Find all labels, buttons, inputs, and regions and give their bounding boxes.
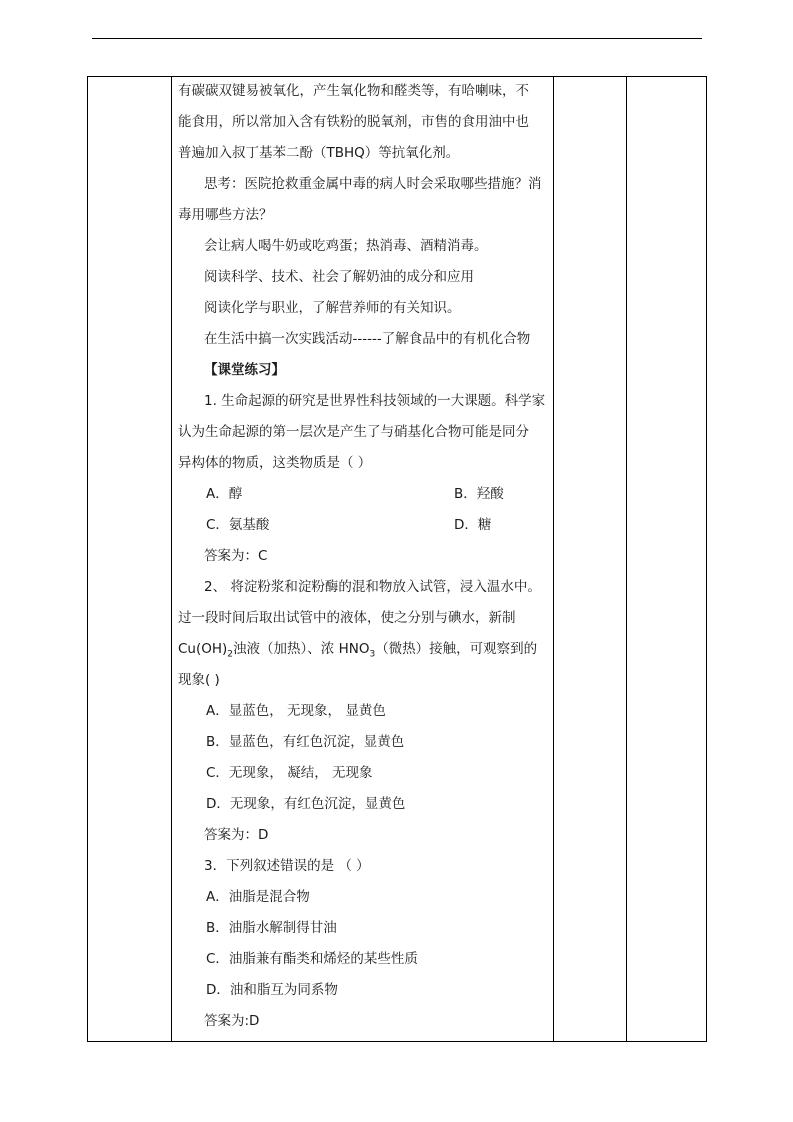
column-divider-2 bbox=[553, 77, 554, 1041]
reading-item: 阅读科学、技术、社会了解奶油的成分和应用 bbox=[204, 269, 474, 285]
q1-stem: 认为生命起源的第一层次是产生了与硝基化合物可能是同分 bbox=[178, 424, 529, 440]
q3-answer: 答案为:D bbox=[204, 1013, 260, 1029]
think-question: 思考：医院抢救重金属中毒的病人时会采取哪些措施？消 bbox=[204, 176, 542, 192]
q2-option-b: B．显蓝色，有红色沉淀，显黄色 bbox=[206, 734, 405, 750]
q1-stem: 1. 生命起源的研究是世界性科技领域的一大课题。科学家 bbox=[204, 393, 546, 409]
text-line: 能食用，所以常加入含有铁粉的脱氧剂，市售的食用油中也 bbox=[178, 114, 529, 130]
q2-stem: 现象( ) bbox=[178, 672, 220, 688]
think-answer: 会让病人喝牛奶或吃鸡蛋；热消毒、酒精消毒。 bbox=[204, 238, 488, 254]
q2-option-a: A．显蓝色， 无现象， 显黄色 bbox=[206, 703, 386, 719]
q2-option-c: C．无现象， 凝结， 无现象 bbox=[206, 765, 373, 781]
q3-option-a: A．油脂是混合物 bbox=[206, 889, 310, 905]
text-line: 有碳碳双键易被氧化，产生氧化物和醛类等，有哈喇味，不 bbox=[178, 83, 529, 99]
column-divider-3 bbox=[626, 77, 627, 1041]
q2-stem: 过一段时间后取出试管中的液体，使之分别与碘水，新制 bbox=[178, 610, 516, 626]
q1-option-a: A．醇 bbox=[206, 486, 243, 502]
text-line: 毒用哪些方法？ bbox=[178, 207, 273, 223]
q1-option-b: B．羟酸 bbox=[454, 486, 504, 502]
q2-stem: 2、 将淀粉浆和淀粉酶的混和物放入试管，浸入温水中。 bbox=[204, 579, 541, 595]
q3-stem: 3．下列叙述错误的是 （ ） bbox=[204, 858, 370, 874]
header-rule bbox=[92, 38, 702, 39]
q1-answer: 答案为：C bbox=[204, 548, 268, 564]
q1-options-row-2 bbox=[178, 510, 550, 541]
q3-option-b: B．油脂水解制得甘油 bbox=[206, 920, 337, 936]
reading-item: 阅读化学与职业，了解营养师的有关知识。 bbox=[204, 300, 461, 316]
q3-option-c: C．油脂兼有酯类和烯烃的某些性质 bbox=[206, 951, 418, 967]
q3-option-d: D．油和脂互为同系物 bbox=[206, 982, 338, 998]
q1-option-c: C．氨基酸 bbox=[206, 517, 270, 533]
practice-activity: 在生活中搞一次实践活动------了解食品中的有机化合物 bbox=[204, 331, 531, 347]
text-line: 普遍加入叔丁基苯二酚（TBHQ）等抗氧化剂。 bbox=[178, 145, 460, 161]
q1-option-d: D．糖 bbox=[454, 517, 492, 533]
q2-stem-formula: $Cu(OH)_2$浊液（加热）、浓 $HNO_3$（微热）接触，可观察到的 bbox=[178, 641, 538, 660]
q2-answer: 答案为：D bbox=[204, 827, 269, 843]
q2-option-d: D．无现象，有红色沉淀，显黄色 bbox=[206, 796, 406, 812]
lesson-content bbox=[178, 76, 550, 1037]
section-heading: 【课堂练习】 bbox=[204, 362, 285, 378]
q1-stem: 异构体的物质，这类物质是（ ） bbox=[178, 455, 372, 471]
column-divider-1 bbox=[171, 77, 172, 1041]
q1-options-row-1 bbox=[178, 479, 550, 510]
